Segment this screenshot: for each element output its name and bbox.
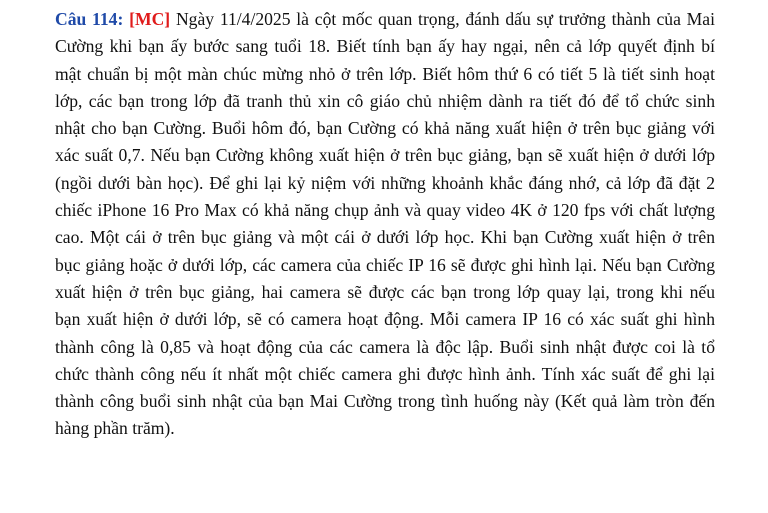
question-line-3: mật chuẩn bị một màn chúc mừng nhỏ ở trên lớp. Biết hôm thứ 6 có tiết 5 là tiết sinh hoạt (55, 63, 715, 84)
question-text: Ngày 11/4/2025 là cột mốc quan trọng, đánh dấu sự trưởng thành của Mai (175, 9, 716, 29)
question-block (55, 6, 715, 443)
question-line-8: chiếc iPhone 16 Pro Max có khả năng chụp ảnh và quay video 4K ở 120 fps với chất lượng (55, 200, 715, 221)
question-line-9: cao. Một cái ở trên bục giảng và một cái ở dưới lớp học. Khi bạn Cường xuất hiện ở trên (55, 227, 715, 248)
question-line-5: nhật cho bạn Cường. Buổi hôm đó, bạn Cường có khả năng xuất hiện ở trên bục giảng với (55, 118, 715, 139)
question-type-tag: [MC] (129, 9, 171, 29)
question-line-4: lớp, các bạn trong lớp đã tranh thủ xin cô giáo chủ nhiệm dành ra tiết đó để tổ chức sinh (55, 90, 715, 111)
question-line-2: Cường khi bạn ấy bước sang tuổi 18. Biết tính bạn ấy hay ngại, nên cả lớp quyết định bí (55, 36, 715, 57)
question-line-15: thành công buổi sinh nhật của bạn Mai Cường trong tình huống này (Kết quả làm tròn đến (55, 391, 715, 412)
question-line-1 (55, 6, 715, 33)
question-line-10: bục giảng hoặc ở dưới lớp, các camera của chiếc IP 16 sẽ được ghi hình lại. Nếu bạn Cường (55, 254, 715, 275)
question-line-14: chức thành công nếu ít nhất một chiếc camera ghi được hình ảnh. Tính xác suất để ghi lại (55, 363, 715, 384)
question-number: Câu 114: (55, 9, 124, 29)
question-line-16: hàng phần trăm). (55, 418, 175, 439)
question-line-12: bạn xuất hiện ở dưới lớp, sẽ có camera hoạt động. Mỗi camera IP 16 có xác suất ghi hình (55, 309, 715, 330)
question-line-13: thành công là 0,85 và hoạt động của các camera là độc lập. Buổi sinh nhật được coi là tổ (55, 336, 715, 357)
question-line-7: (ngồi dưới bàn học). Để ghi lại kỷ niệm với những khoảnh khắc đáng nhớ, cả lớp đã đặt 2 (55, 172, 715, 193)
question-line-6: xác suất 0,7. Nếu bạn Cường không xuất hiện ở trên bục giảng, bạn sẽ xuất hiện ở dưới lớp (55, 145, 715, 166)
question-line-11: xuất hiện ở trên bục giảng, hai camera sẽ được các bạn trong lớp quay lại, trong khi nếu (55, 281, 715, 302)
